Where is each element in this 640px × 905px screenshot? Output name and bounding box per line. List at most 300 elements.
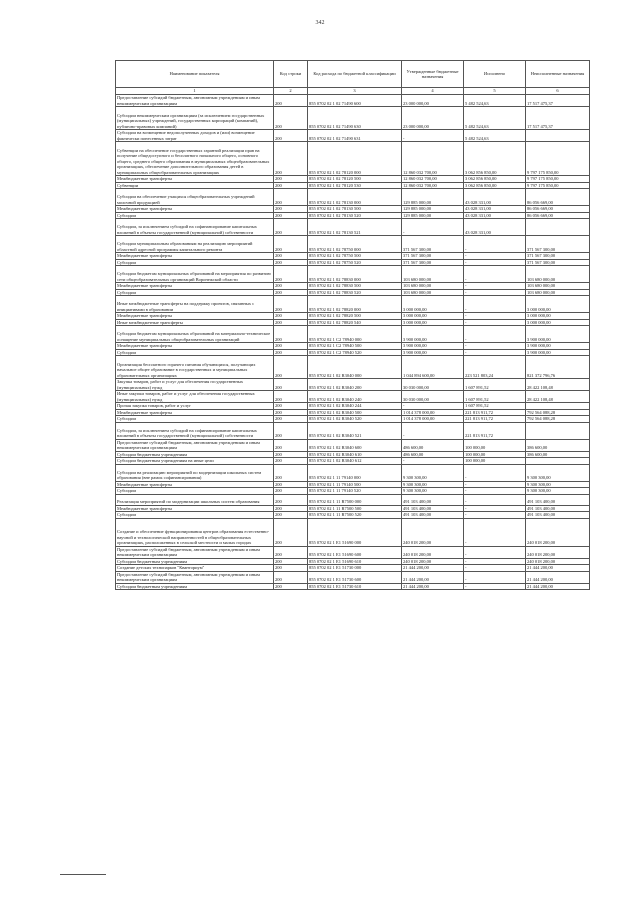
table-row [116,546,590,558]
row-budget-code: 855 0702 02 1 02 R3040 520 [308,416,402,423]
row-executed: - [464,253,526,260]
row-budget-code: 855 0702 02 1 02 78830 000 [308,266,402,283]
row-executed: 221 813 911,72 [464,422,526,439]
header-indicator-name: Наименование показателя [116,61,274,88]
row-executed: - [464,259,526,266]
row-approved: 3 900 000,00 [402,343,464,350]
row-approved: 21 444 200,00 [402,571,464,583]
row-executed: - [464,464,526,481]
row-executed: 43 028 331,00 [464,219,526,236]
row-budget-code: 855 0702 02 1 02 78130 000 [308,189,402,206]
row-approved: 23 000 000,00 [402,107,464,130]
row-approved: 3 900 000,00 [402,326,464,343]
row-line-code: 200 [274,409,308,416]
row-approved: - [402,130,464,142]
row-executed: 100 000,00 [464,451,526,458]
table-row [116,142,590,176]
row-budget-code: 855 0702 02 1 11 R7500 520 [308,512,402,519]
row-approved: 30 030 000,00 [402,379,464,391]
row-budget-code: 855 0702 02 1 02 78130 521 [308,219,402,236]
row-approved: 3 000 000,00 [402,296,464,313]
row-name: Субсидии бюджетным учреждениям на иные цели [116,458,274,465]
row-name: Субвенции на обеспечение государственных гарантий реализации прав на получение общедоступного и бесплатного начального общего, основного общего, среднего общего образования в муниципальных общеобразовательных организациях, обеспечение дополнительного образования детей в муниципальных общеобразовательных организациях [116,142,274,176]
row-executed: 5 482 524,63 [464,130,526,142]
row-unexecuted: 21 444 200,00 [526,565,590,572]
row-budget-code: 855 0702 02 1 02 78820 000 [308,296,402,313]
row-executed: 43 028 331,00 [464,212,526,219]
row-budget-code: 855 0702 02 1 E1 51690 000 [308,518,402,546]
row-executed: - [464,571,526,583]
row-name: Создание детских технопарков "Кванториум" [116,565,274,572]
row-budget-code: 855 0702 02 1 02 R3040 500 [308,409,402,416]
row-line-code: 200 [274,512,308,519]
row-executed: - [464,343,526,350]
row-name: Межбюджетные трансферты [116,343,274,350]
row-executed: 1 607 891,52 [464,391,526,403]
row-unexecuted: 9 300 300,00 [526,481,590,488]
table-row [116,236,590,253]
row-name: Создание и обеспечение функционирования центров образования естественно-научной и технологической направленностей в общеобразовательных организациях, расположенных в сельской местности и малых городах [116,518,274,546]
table-header-row [116,61,590,88]
row-budget-code: 855 0702 02 1 02 R3040 600 [308,439,402,451]
header-unexecuted: Неисполненные назначения [526,61,590,88]
row-name: Межбюджетные трансферты [116,176,274,183]
row-approved: 9 300 300,00 [402,481,464,488]
row-approved: 1 014 378 000,00 [402,409,464,416]
row-approved: 486 600,00 [402,451,464,458]
row-line-code: 200 [274,505,308,512]
budget-execution-table [115,60,590,590]
row-name: Межбюджетные трансферты [116,206,274,213]
row-budget-code: 855 0702 02 1 02 R3040 200 [308,379,402,391]
row-budget-code: 855 0702 02 1 11 R7500 500 [308,505,402,512]
row-unexecuted: 240 018 200,00 [526,546,590,558]
row-name: Субсидии на обеспечение учащихся общеобразовательных учреждений молочной продукцией [116,189,274,206]
table-row [116,571,590,583]
row-line-code: 200 [274,189,308,206]
row-budget-code: 855 0702 02 1 02 78120 000 [308,142,402,176]
row-executed: 223 521 803,24 [464,356,526,379]
row-unexecuted [526,422,590,439]
row-budget-code: 855 0702 02 1 02 R3040 610 [308,451,402,458]
row-approved: 21 444 200,00 [402,565,464,572]
row-executed: 43 028 331,00 [464,206,526,213]
table-body [116,95,590,590]
row-name: Субсидии на реализацию мероприятий по модернизации школьных систем образования (вне рамок софинансирования) [116,464,274,481]
row-approved: - [402,403,464,410]
table-row [116,95,590,107]
row-line-code: 200 [274,451,308,458]
row-approved: 103 680 000,00 [402,289,464,296]
row-name: Субсидии на возмещение недополученных доходов и (или) возмещение фактически понесенных затрат [116,130,274,142]
row-approved: 1 014 378 000,00 [402,416,464,423]
row-approved: 129 885 000,00 [402,206,464,213]
row-unexecuted: 9 797 175 850,00 [526,182,590,189]
row-budget-code: 855 0702 02 1 C2 78940 000 [308,326,402,343]
row-line-code: 200 [274,107,308,130]
row-budget-code: 855 0702 02 1 02 R3040 244 [308,403,402,410]
row-approved: - [402,458,464,465]
row-unexecuted: 9 300 300,00 [526,464,590,481]
row-line-code: 200 [274,439,308,451]
row-unexecuted: 103 680 000,00 [526,283,590,290]
row-executed: 3 062 856 850,00 [464,182,526,189]
row-budget-code: 855 0702 02 1 02 71490 630 [308,107,402,130]
row-name: Иные межбюджетные трансферты [116,319,274,326]
row-budget-code: 855 0702 02 1 02 78750 000 [308,236,402,253]
row-approved: 129 885 000,00 [402,212,464,219]
row-budget-code: 855 0702 02 1 02 78820 500 [308,313,402,320]
row-line-code: 200 [274,565,308,572]
row-line-code: 200 [274,313,308,320]
row-name: Предоставление субсидий бюджетным, автономным учреждениям и иным некоммерческим организациям [116,546,274,558]
row-name: Субсидии бюджетам муниципальных образований на мероприятия по развитию сети общеобразовательных организаций Воронежской области [116,266,274,283]
row-line-code: 200 [274,259,308,266]
row-approved: 371 567 300,00 [402,253,464,260]
row-approved: 491 103 400,00 [402,512,464,519]
row-line-code: 200 [274,142,308,176]
row-name: Субсидии бюджетным учреждениям [116,583,274,590]
row-name: Субсидии [116,416,274,423]
row-budget-code: 855 0702 02 1 02 78120 500 [308,176,402,183]
row-budget-code: 855 0702 02 1 E1 51730 610 [308,583,402,590]
row-unexecuted: 17 517 475,37 [526,107,590,130]
row-approved: 30 030 000,00 [402,391,464,403]
row-name: Иные межбюджетные трансферты на поддержку проектов, связанных с инициативами в образовании [116,296,274,313]
row-unexecuted: 792 564 088,28 [526,416,590,423]
row-line-code: 200 [274,212,308,219]
row-unexecuted: 491 103 400,00 [526,512,590,519]
row-name: Организация бесплатного горячего питания обучающихся, получающих начальное общее образование в государственных и муниципальных образовательных организациях [116,356,274,379]
row-budget-code: 855 0702 02 1 11 79140 000 [308,464,402,481]
row-approved: 21 444 200,00 [402,583,464,590]
row-executed: - [464,349,526,356]
row-budget-code: 855 0702 02 1 02 78750 520 [308,259,402,266]
row-budget-code: 855 0702 02 1 E1 51690 600 [308,546,402,558]
row-unexecuted: 9 797 175 850,00 [526,142,590,176]
row-unexecuted: 21 444 200,00 [526,583,590,590]
row-line-code: 200 [274,236,308,253]
row-name: Субсидии [116,488,274,495]
row-executed: 3 062 856 850,00 [464,142,526,176]
row-line-code: 200 [274,206,308,213]
row-name: Межбюджетные трансферты [116,313,274,320]
row-budget-code: 855 0702 02 1 02 R3040 612 [308,458,402,465]
row-executed: 221 813 911,72 [464,409,526,416]
row-line-code: 200 [274,583,308,590]
row-unexecuted: 491 103 400,00 [526,494,590,505]
table-row [116,379,590,391]
footnote-divider [60,874,106,875]
row-line-code: 200 [274,558,308,565]
row-approved: 491 103 400,00 [402,494,464,505]
row-approved: 3 000 000,00 [402,313,464,320]
row-name: Межбюджетные трансферты [116,283,274,290]
row-unexecuted: 9 797 175 850,00 [526,176,590,183]
row-budget-code: 855 0702 02 1 C2 78940 520 [308,349,402,356]
row-line-code: 200 [274,326,308,343]
row-unexecuted: 386 600,00 [526,439,590,451]
row-line-code: 200 [274,95,308,107]
row-approved: 1 044 894 600,00 [402,356,464,379]
row-budget-code: 855 0702 02 1 E1 51730 600 [308,571,402,583]
row-unexecuted: 86 056 669,00 [526,212,590,219]
row-name: Субсидии, за исключением субсидий на софинансирование капитальных вложений в объекты государственной (муниципальной) собственности [116,219,274,236]
column-number: 1 [116,88,274,95]
table-row [116,130,590,142]
row-name: Межбюджетные трансферты [116,505,274,512]
row-unexecuted: 240 018 200,00 [526,518,590,546]
row-line-code: 200 [274,458,308,465]
row-line-code: 200 [274,391,308,403]
row-approved: 240 018 200,00 [402,546,464,558]
row-executed: 1 607 891,52 [464,379,526,391]
row-approved: 9 300 300,00 [402,464,464,481]
row-name: Субсидии бюджетным учреждениям [116,451,274,458]
row-budget-code: 855 0702 02 1 E1 51690 610 [308,558,402,565]
row-budget-code: 855 0702 02 1 02 R3040 521 [308,422,402,439]
row-name: Предоставление субсидий бюджетным, автономным учреждениям и иным некоммерческим организациям [116,439,274,451]
row-line-code: 200 [274,356,308,379]
column-number: 5 [464,88,526,95]
row-unexecuted: 3 900 000,00 [526,349,590,356]
row-executed: - [464,558,526,565]
row-approved: 486 600,00 [402,439,464,451]
row-approved: 3 900 000,00 [402,349,464,356]
column-number-row [116,88,590,95]
row-name: Закупка товаров, работ и услуг для обеспечения государственных (муниципальных) нужд [116,379,274,391]
row-executed: - [464,565,526,572]
row-line-code: 200 [274,546,308,558]
row-approved: 23 000 000,00 [402,95,464,107]
header-executed: Исполнено [464,61,526,88]
row-name: Предоставление субсидий бюджетным, автономным учреждениям и иным некоммерческим организациям [116,571,274,583]
row-executed: 5 482 524,63 [464,107,526,130]
row-budget-code: 855 0702 02 1 02 71490 631 [308,130,402,142]
row-budget-code: 855 0702 02 1 02 78130 520 [308,212,402,219]
row-approved: 371 567 300,00 [402,236,464,253]
row-line-code: 200 [274,518,308,546]
row-name: Субсидии [116,259,274,266]
row-name: Субвенции [116,182,274,189]
row-unexecuted: 792 564 088,28 [526,409,590,416]
row-budget-code: 855 0702 02 1 E1 51730 000 [308,565,402,572]
row-unexecuted: 103 680 000,00 [526,289,590,296]
row-executed: 43 028 331,00 [464,189,526,206]
row-unexecuted: 21 444 200,00 [526,571,590,583]
row-executed: - [464,488,526,495]
row-approved: 491 103 400,00 [402,505,464,512]
row-executed: 100 000,00 [464,439,526,451]
row-name: Субсидии [116,289,274,296]
row-line-code: 200 [274,379,308,391]
row-unexecuted [526,130,590,142]
row-line-code: 200 [274,416,308,423]
table-row [116,391,590,403]
row-line-code: 200 [274,464,308,481]
row-executed: - [464,283,526,290]
column-number: 3 [308,88,402,95]
table-row [116,189,590,206]
row-executed: - [464,505,526,512]
row-name: Межбюджетные трансферты [116,481,274,488]
table-row [116,583,590,590]
row-unexecuted: 3 900 000,00 [526,343,590,350]
row-unexecuted: 491 103 400,00 [526,505,590,512]
row-line-code: 200 [274,219,308,236]
row-name: Субсидии бюджетным учреждениям [116,558,274,565]
row-executed: 3 062 856 850,00 [464,176,526,183]
row-approved: - [402,219,464,236]
row-name: Субсидии бюджетам муниципальных образований на материально-техническое оснащение муниципальных общеобразовательных организаций [116,326,274,343]
row-name: Субсидии, за исключением субсидий на софинансирование капитальных вложений в объекты государственной (муниципальной) собственности [116,422,274,439]
row-name: Субсидии [116,212,274,219]
row-name: Субсидии некоммерческим организациям (за исключением государственных (муниципальных) учреждений, государственных корпораций (компаний), публично-правовых компаний) [116,107,274,130]
row-approved: 12 860 032 700,00 [402,142,464,176]
column-number: 2 [274,88,308,95]
row-name: Межбюджетные трансферты [116,409,274,416]
row-executed: 100 000,00 [464,458,526,465]
header-budget-code: Код расхода по бюджетной классификации [308,61,402,88]
table-row [116,219,590,236]
row-executed: 5 482 524,63 [464,95,526,107]
row-approved: 103 680 000,00 [402,266,464,283]
page-number: 342 [315,20,325,26]
row-name: Субсидии муниципальным образованиям на реализацию мероприятий областной адресной программы капитального ремонта [116,236,274,253]
row-unexecuted: 821 372 796,76 [526,356,590,379]
table-row [116,464,590,481]
row-line-code: 200 [274,130,308,142]
column-number: 4 [402,88,464,95]
column-number: 6 [526,88,590,95]
row-unexecuted: 3 000 000,00 [526,313,590,320]
row-executed: - [464,494,526,505]
row-unexecuted: 371 567 300,00 [526,236,590,253]
row-line-code: 200 [274,289,308,296]
row-name: Субсидии [116,349,274,356]
row-approved: 3 000 000,00 [402,319,464,326]
row-line-code: 200 [274,296,308,313]
row-line-code: 200 [274,283,308,290]
row-unexecuted: 28 422 108,48 [526,391,590,403]
row-budget-code: 855 0702 02 1 11 R7500 000 [308,494,402,505]
row-line-code: 200 [274,343,308,350]
row-executed: 1 607 891,52 [464,403,526,410]
row-budget-code: 855 0702 02 1 02 78820 540 [308,319,402,326]
row-name: Иные закупки товаров, работ и услуг для обеспечения государственных (муниципальных) нужд [116,391,274,403]
row-line-code: 200 [274,253,308,260]
row-approved: 240 018 200,00 [402,518,464,546]
row-name: Реализация мероприятий по модернизации школьных систем образования [116,494,274,505]
table-row [116,296,590,313]
table-row [116,422,590,439]
header-approved: Утвержденные бюджетные назначения [402,61,464,88]
row-executed: - [464,326,526,343]
row-approved: 129 885 000,00 [402,189,464,206]
row-executed: - [464,289,526,296]
header-line-code: Код строки [274,61,308,88]
row-unexecuted: 17 517 475,37 [526,95,590,107]
row-executed: - [464,266,526,283]
row-line-code: 200 [274,403,308,410]
row-unexecuted [526,219,590,236]
row-executed: - [464,236,526,253]
row-line-code: 200 [274,488,308,495]
row-line-code: 200 [274,176,308,183]
row-budget-code: 855 0702 02 1 02 78750 500 [308,253,402,260]
table-row [116,266,590,283]
row-approved: 240 018 200,00 [402,558,464,565]
row-budget-code: 855 0702 02 1 C2 78940 500 [308,343,402,350]
row-budget-code: 855 0702 02 1 02 R3040 240 [308,391,402,403]
table-row [116,326,590,343]
row-unexecuted: 86 056 669,00 [526,206,590,213]
table-row [116,439,590,451]
row-budget-code: 855 0702 02 1 02 78830 520 [308,289,402,296]
row-budget-code: 855 0702 02 1 11 79140 500 [308,481,402,488]
row-budget-code: 855 0702 02 1 02 78120 530 [308,182,402,189]
row-executed: - [464,546,526,558]
row-name: Предоставление субсидий бюджетным, автономным учреждениям и иным некоммерческим организациям [116,95,274,107]
row-budget-code: 855 0702 02 1 02 78830 500 [308,283,402,290]
row-line-code: 200 [274,481,308,488]
row-budget-code: 855 0702 02 1 11 79140 520 [308,488,402,495]
row-approved: 371 567 300,00 [402,259,464,266]
row-approved: - [402,422,464,439]
row-name: Межбюджетные трансферты [116,253,274,260]
row-executed: - [464,296,526,313]
row-executed: - [464,583,526,590]
row-budget-code: 855 0702 02 1 02 78130 500 [308,206,402,213]
row-executed: - [464,481,526,488]
table-row [116,494,590,505]
row-unexecuted: 28 422 108,48 [526,379,590,391]
row-line-code: 200 [274,182,308,189]
row-unexecuted: 86 056 669,00 [526,189,590,206]
row-line-code: 200 [274,319,308,326]
row-executed: - [464,319,526,326]
row-line-code: 200 [274,571,308,583]
row-budget-code: 855 0702 02 1 02 71490 600 [308,95,402,107]
table-row [116,107,590,130]
row-unexecuted: 3 900 000,00 [526,326,590,343]
row-executed: - [464,313,526,320]
row-unexecuted: 103 680 000,00 [526,266,590,283]
row-unexecuted: 386 600,00 [526,451,590,458]
row-executed: - [464,518,526,546]
row-approved: 12 860 032 700,00 [402,176,464,183]
row-line-code: 200 [274,494,308,505]
row-budget-code: 855 0702 02 1 02 R3040 000 [308,356,402,379]
row-line-code: 200 [274,349,308,356]
row-approved: 12 860 032 700,00 [402,182,464,189]
row-name: Прочая закупка товаров, работ и услуг [116,403,274,410]
row-unexecuted: 9 300 300,00 [526,488,590,495]
row-unexecuted: 3 000 000,00 [526,319,590,326]
row-name: Субсидии [116,512,274,519]
table-row [116,356,590,379]
row-line-code: 200 [274,422,308,439]
row-unexecuted: 371 567 300,00 [526,259,590,266]
row-unexecuted: 240 018 200,00 [526,558,590,565]
row-unexecuted: 371 567 300,00 [526,253,590,260]
row-executed: - [464,512,526,519]
row-line-code: 200 [274,266,308,283]
table-row [116,518,590,546]
row-approved: 103 680 000,00 [402,283,464,290]
row-executed: 221 813 911,72 [464,416,526,423]
row-approved: 9 300 300,00 [402,488,464,495]
